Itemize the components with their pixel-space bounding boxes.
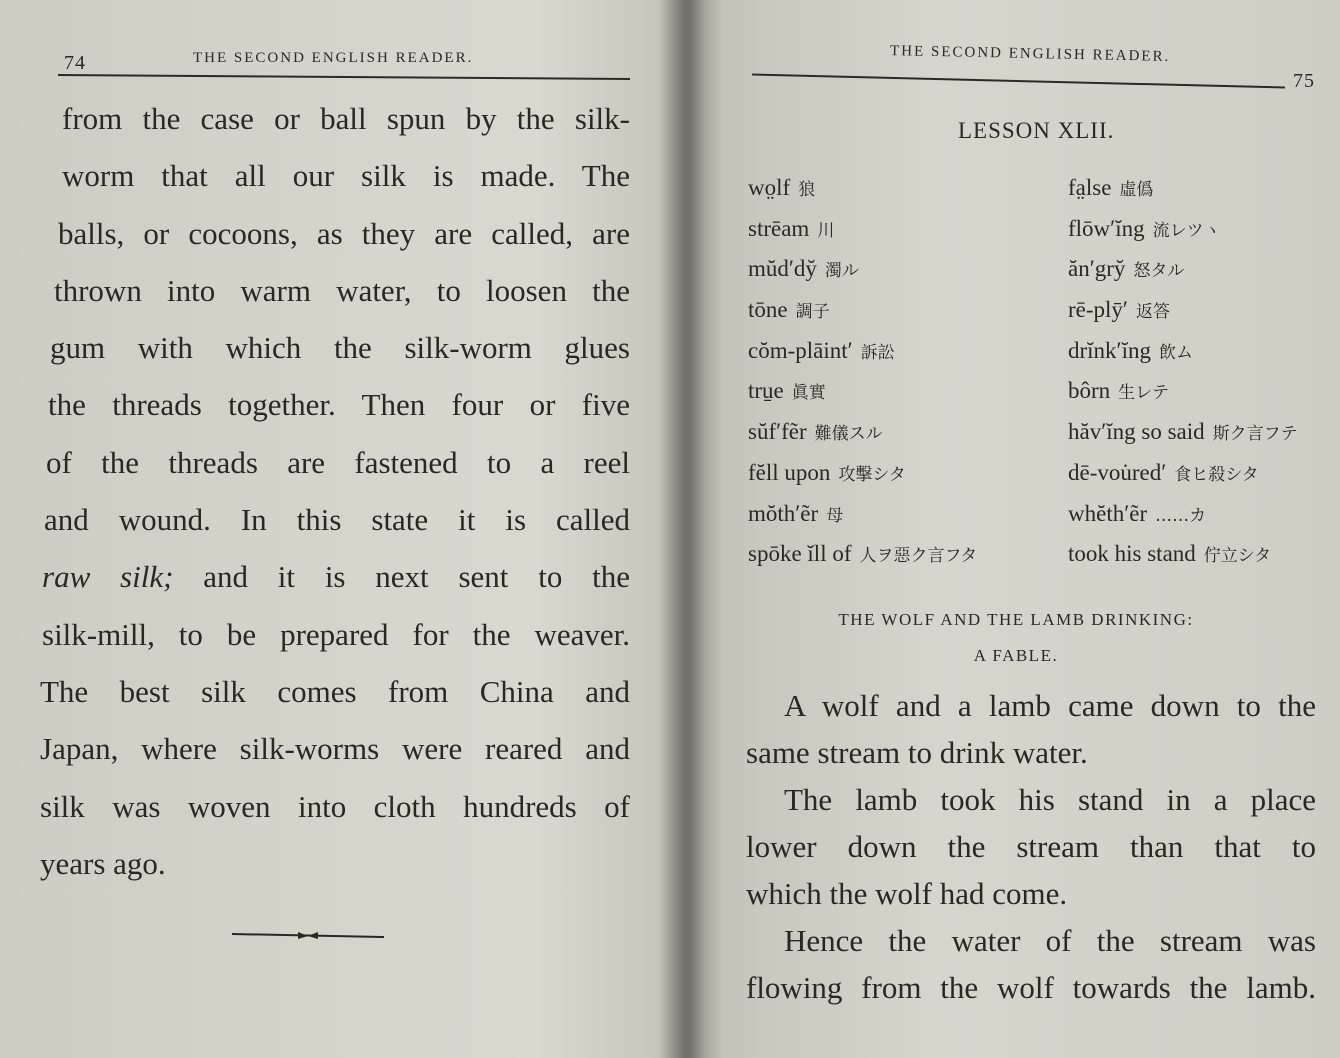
- vocab-item: [748, 453, 977, 494]
- vocab-gloss: 斯ク言フテ: [1212, 424, 1298, 445]
- vocab-gloss: 佇立シタ: [1203, 546, 1272, 567]
- vocab-item: [748, 534, 977, 575]
- lesson-title: LESSON XLII.: [958, 118, 1115, 143]
- vocab-item: [1068, 331, 1298, 372]
- vocab-gloss: 怒タル: [1133, 261, 1185, 282]
- vocab-word: spōke ĭll of: [748, 541, 852, 567]
- fable-subtitle: A FABLE.: [973, 646, 1059, 665]
- text-line: Hence the water of the stream was: [784, 923, 1316, 958]
- vocab-word: mŏth′ẽr: [748, 500, 819, 526]
- vocab-word: flōw′ĭng: [1068, 215, 1145, 241]
- vocab-gloss: 人ヲ惡ク言フタ: [859, 546, 978, 567]
- vocab-gloss: 川: [817, 220, 835, 241]
- vocab-item: [1068, 412, 1298, 453]
- vocab-gloss: 虛僞: [1119, 180, 1154, 200]
- text-line: Japan, where silk-worms were reared and: [40, 731, 630, 767]
- page-number-left: 74: [64, 52, 86, 74]
- vocab-gloss: 流レツヽ: [1152, 220, 1221, 241]
- header-rule-right: [752, 73, 1285, 88]
- text-line: gum with which the silk-worm glues: [50, 330, 630, 366]
- text-line: same stream to drink water.: [746, 735, 1088, 770]
- vocab-item: [1068, 209, 1298, 250]
- vocab-word: whĕth′ẽr: [1068, 500, 1148, 526]
- text-line: years ago.: [40, 845, 166, 881]
- italic-phrase: raw silk;: [42, 559, 174, 595]
- vocab-word: bôrn: [1068, 378, 1111, 404]
- vocab-word: fĕll upon: [748, 459, 831, 485]
- text-line: which the wolf had come.: [746, 876, 1068, 911]
- vocab-item: [748, 371, 977, 412]
- vocab-word: fa̤lse: [1068, 175, 1112, 200]
- vocab-gloss: 訴訟: [860, 342, 895, 363]
- vocab-word: drĭnk′ĭng: [1068, 337, 1151, 363]
- vocab-item: [1068, 249, 1298, 290]
- vocab-word: tōne: [748, 297, 788, 323]
- vocab-word: strēam: [748, 215, 810, 241]
- vocab-item: [1068, 494, 1298, 535]
- vocab-item: [748, 290, 977, 331]
- text-line: lower down the stream than that to: [746, 829, 1316, 864]
- page-number-right: 75: [1293, 70, 1315, 92]
- text-line: The best silk comes from China and: [40, 673, 630, 709]
- vocab-item: [748, 249, 977, 290]
- vocab-word: sŭf′fẽr: [748, 419, 807, 445]
- text-line: and wound. In this state it is called: [44, 502, 630, 538]
- vocab-word: took his stand: [1068, 541, 1196, 567]
- text-line: from the case or ball spun by the silk-: [62, 101, 630, 136]
- vocab-gloss: 生レテ: [1118, 383, 1170, 404]
- vocab-gloss: 攻擊シタ: [838, 464, 906, 485]
- vocab-item: [1068, 371, 1298, 412]
- text-line: balls, or cocoons, as they are called, are: [58, 215, 630, 251]
- text-line: thrown into warm water, to loosen the: [54, 272, 630, 308]
- vocabulary-right-column: [1068, 168, 1298, 575]
- vocab-item: [1068, 290, 1298, 331]
- vocab-item: [1068, 534, 1298, 575]
- vocabulary-left-column: [748, 168, 977, 575]
- vocab-gloss: 返答: [1135, 302, 1170, 323]
- vocab-item: [748, 494, 977, 535]
- vocab-item: [748, 168, 977, 209]
- left-page-body: [40, 90, 630, 892]
- text-line: flowing from the wolf towards the lamb.: [746, 970, 1316, 1005]
- text-line: silk was woven into cloth hundreds of: [40, 788, 630, 824]
- text-line: of the threads are fastened to a reel: [46, 444, 630, 480]
- vocab-word: tru̱e: [748, 378, 784, 404]
- text-line: worm that all our silk is made. The: [62, 158, 630, 194]
- vocab-word: wo̤lf: [748, 175, 791, 200]
- vocab-gloss: 飲ム: [1158, 342, 1193, 363]
- running-head-right: THE SECOND ENGLISH READER.: [889, 43, 1171, 65]
- vocab-gloss: ……カ: [1155, 505, 1207, 526]
- section-ornament: [232, 928, 384, 942]
- text-line: A wolf and a lamb came down to the: [784, 688, 1316, 723]
- vocab-item: [748, 412, 977, 453]
- vocab-word: rē-plȳ′: [1068, 297, 1128, 323]
- running-head-left: THE SECOND ENGLISH READER.: [193, 50, 474, 66]
- vocab-gloss: 濁ル: [824, 261, 859, 282]
- vocab-word: dē-vou̇red′: [1068, 459, 1167, 485]
- vocab-word: cŏm-plāint′: [748, 337, 853, 363]
- vocab-gloss: 調子: [795, 302, 830, 323]
- vocab-gloss: 難儀スル: [814, 424, 883, 445]
- text-line-with-italic: [40, 548, 630, 605]
- text-line: the threads together. Then four or five: [48, 387, 630, 423]
- vocab-word: ăn′gry̆: [1068, 256, 1126, 282]
- vocab-gloss: 眞實: [791, 383, 826, 404]
- text-line: silk-mill, to be prepared for the weaver.: [42, 616, 630, 652]
- vocab-gloss: 母: [826, 505, 844, 526]
- vocab-word: hăv′ĭng so said: [1068, 419, 1205, 445]
- vocab-item: [748, 209, 977, 250]
- vocab-gloss: 食ヒ殺シタ: [1174, 464, 1259, 485]
- vocab-word: mŭd′dy̆: [748, 256, 817, 282]
- header-rule-left: [58, 74, 630, 80]
- vocab-item: [1068, 168, 1298, 209]
- vocab-item: [1068, 453, 1298, 494]
- text-line: The lamb took his stand in a place: [784, 782, 1316, 817]
- vocab-gloss: 狼: [798, 180, 816, 200]
- text-fragment: and it is next sent to the: [203, 559, 630, 595]
- fable-title: THE WOLF AND THE LAMB DRINKING:: [838, 610, 1194, 629]
- vocab-item: [748, 331, 977, 372]
- right-page-body: [746, 682, 1316, 1011]
